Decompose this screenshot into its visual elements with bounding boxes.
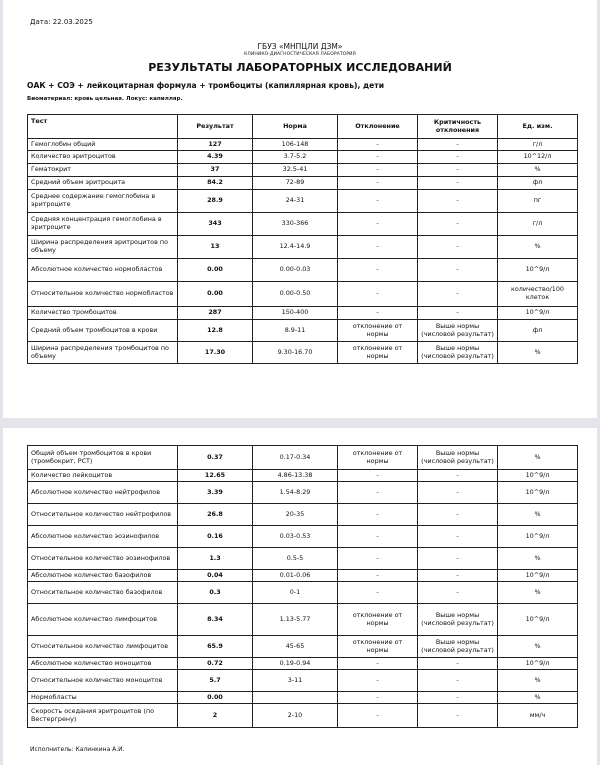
criticality-cell: Выше нормы (числовой результат) (418, 446, 498, 470)
table-row (28, 164, 578, 177)
norm-range-cell: 0.00-0.03 (253, 259, 338, 282)
criticality-cell: - (418, 526, 498, 548)
unit-cell: % (498, 446, 578, 470)
criticality-cell: - (418, 151, 498, 164)
unit-cell: 10^9/л (498, 604, 578, 636)
unit-cell: % (498, 236, 578, 259)
deviation-cell: - (338, 213, 418, 236)
column-header-deviation: Отклонение (338, 115, 418, 139)
criticality-cell: Выше нормы (числовой результат) (418, 604, 498, 636)
unit-cell: г/л (498, 139, 578, 151)
test-name-cell: Количество эритроцитов (28, 151, 178, 164)
unit-cell: % (498, 636, 578, 658)
table-row (28, 320, 578, 342)
table-row (28, 213, 578, 236)
table-row (28, 342, 578, 364)
unit-cell: г/л (498, 213, 578, 236)
results-body-page-2 (28, 446, 578, 728)
table-row (28, 504, 578, 526)
unit-cell: % (498, 548, 578, 570)
biomaterial-info: Биоматериал: кровь цельная. Локус: капилляр. (27, 96, 183, 102)
unit-cell: фл (498, 177, 578, 190)
test-name-cell: Количество лейкоцитов (28, 470, 178, 482)
norm-range-cell: 106-148 (253, 139, 338, 151)
table-row (28, 307, 578, 320)
result-value-cell: 1.3 (178, 548, 253, 570)
result-value-cell: 26.8 (178, 504, 253, 526)
table-row (28, 704, 578, 728)
unit-cell: 10^9/л (498, 570, 578, 582)
test-name-cell: Среднее содержание гемоглобина в эритроците (28, 190, 178, 213)
unit-cell: % (498, 582, 578, 604)
unit-cell: % (498, 342, 578, 364)
table-row (28, 139, 578, 151)
norm-range-cell: 3.7-5.2 (253, 151, 338, 164)
norm-range-cell: 8.9-11 (253, 320, 338, 342)
criticality-cell: Выше нормы (числовой результат) (418, 636, 498, 658)
criticality-cell: - (418, 582, 498, 604)
table-row (28, 636, 578, 658)
test-name-cell: Относительное количество базофилов (28, 582, 178, 604)
column-header-result: Результат (178, 115, 253, 139)
table-row (28, 670, 578, 692)
norm-range-cell: 45-65 (253, 636, 338, 658)
table-row (28, 470, 578, 482)
result-value-cell: 0.04 (178, 570, 253, 582)
criticality-cell: - (418, 282, 498, 307)
result-value-cell: 0.00 (178, 692, 253, 704)
criticality-cell: - (418, 670, 498, 692)
result-value-cell: 343 (178, 213, 253, 236)
deviation-cell: - (338, 548, 418, 570)
test-name-cell: Относительное количество моноцитов (28, 670, 178, 692)
result-value-cell: 0.37 (178, 446, 253, 470)
norm-range-cell: 1.13-5.77 (253, 604, 338, 636)
test-name-cell: Относительное количество лимфоцитов (28, 636, 178, 658)
column-header-test: Тест (28, 115, 178, 139)
deviation-cell: - (338, 470, 418, 482)
test-name-cell: Средняя концентрация гемоглобина в эритроците (28, 213, 178, 236)
result-value-cell: 5.7 (178, 670, 253, 692)
deviation-cell: - (338, 139, 418, 151)
result-value-cell: 0.00 (178, 259, 253, 282)
deviation-cell: - (338, 482, 418, 504)
test-name-cell: Абсолютное количество эозинофилов (28, 526, 178, 548)
norm-range-cell (253, 692, 338, 704)
unit-cell: количество/100 клеток (498, 282, 578, 307)
report-date: Дата: 22.03.2025 (30, 18, 93, 26)
table-row (28, 482, 578, 504)
criticality-cell: - (418, 307, 498, 320)
test-name-cell: Средний объем тромбоцитов в крови (28, 320, 178, 342)
criticality-cell: - (418, 190, 498, 213)
result-value-cell: 0.3 (178, 582, 253, 604)
unit-cell: % (498, 670, 578, 692)
result-value-cell: 0.00 (178, 282, 253, 307)
criticality-cell: - (418, 213, 498, 236)
criticality-cell: Выше нормы (числовой результат) (418, 342, 498, 364)
result-value-cell: 3.39 (178, 482, 253, 504)
norm-range-cell: 0.17-0.34 (253, 446, 338, 470)
norm-range-cell: 0-1 (253, 582, 338, 604)
report-title: РЕЗУЛЬТАТЫ ЛАБОРАТОРНЫХ ИССЛЕДОВАНИЙ (148, 61, 452, 74)
criticality-cell: - (418, 504, 498, 526)
deviation-cell: - (338, 570, 418, 582)
result-value-cell: 84.2 (178, 177, 253, 190)
table-row (28, 526, 578, 548)
norm-range-cell: 1.54-8.29 (253, 482, 338, 504)
table-row (28, 692, 578, 704)
unit-cell: 10^9/л (498, 470, 578, 482)
unit-cell: фл (498, 320, 578, 342)
criticality-cell: - (418, 177, 498, 190)
table-row (28, 190, 578, 213)
test-name-cell: Абсолютное количество моноцитов (28, 658, 178, 670)
deviation-cell: - (338, 236, 418, 259)
criticality-cell: - (418, 658, 498, 670)
test-name-cell: Количество тромбоцитов (28, 307, 178, 320)
unit-cell: 10^12/л (498, 151, 578, 164)
result-value-cell: 12.8 (178, 320, 253, 342)
test-name-cell: Общий объем тромбоцитов в крови (тромбокрит, PCT) (28, 446, 178, 470)
criticality-cell: - (418, 470, 498, 482)
deviation-cell: - (338, 282, 418, 307)
result-value-cell: 65.9 (178, 636, 253, 658)
result-value-cell: 2 (178, 704, 253, 728)
deviation-cell: отклонение от нормы (338, 604, 418, 636)
table-row (28, 604, 578, 636)
table-row (28, 236, 578, 259)
table-row (28, 446, 578, 470)
unit-cell: пг (498, 190, 578, 213)
test-name-cell: Абсолютное количество лимфоцитов (28, 604, 178, 636)
deviation-cell: - (338, 504, 418, 526)
deviation-cell: - (338, 177, 418, 190)
test-name-cell: Ширина распределения тромбоцитов по объему (28, 342, 178, 364)
test-name-cell: Абсолютное количество нейтрофилов (28, 482, 178, 504)
deviation-cell: - (338, 307, 418, 320)
result-value-cell: 4.39 (178, 151, 253, 164)
result-value-cell: 17.30 (178, 342, 253, 364)
report-page-1 (3, 0, 597, 418)
result-value-cell: 28.9 (178, 190, 253, 213)
deviation-cell: - (338, 704, 418, 728)
unit-cell: 10^9/л (498, 307, 578, 320)
results-table-page-1 (27, 114, 578, 364)
results-table-page-2 (27, 445, 578, 728)
norm-range-cell: 0.01-0.06 (253, 570, 338, 582)
norm-range-cell: 0.19-0.94 (253, 658, 338, 670)
unit-cell: % (498, 164, 578, 177)
deviation-cell: - (338, 190, 418, 213)
norm-range-cell: 330-366 (253, 213, 338, 236)
criticality-cell: - (418, 236, 498, 259)
column-header-norm: Норма (253, 115, 338, 139)
table-row (28, 282, 578, 307)
test-name-cell: Гематокрит (28, 164, 178, 177)
deviation-cell: отклонение от нормы (338, 446, 418, 470)
result-value-cell: 287 (178, 307, 253, 320)
deviation-cell: отклонение от нормы (338, 342, 418, 364)
test-name-cell: Скорость оседания эритроцитов (по Вестергрену) (28, 704, 178, 728)
unit-cell: 10^9/л (498, 259, 578, 282)
result-value-cell: 8.34 (178, 604, 253, 636)
unit-cell: 10^9/л (498, 482, 578, 504)
results-body-page-1 (28, 139, 578, 364)
deviation-cell: - (338, 582, 418, 604)
deviation-cell: - (338, 151, 418, 164)
table-row (28, 658, 578, 670)
criticality-cell: Выше нормы (числовой результат) (418, 320, 498, 342)
test-name-cell: Гемоглобин общий (28, 139, 178, 151)
test-name-cell: Абсолютное количество базофилов (28, 570, 178, 582)
executor-name: Исполнитель: Калинкина А.И. (30, 746, 125, 753)
result-value-cell: 13 (178, 236, 253, 259)
norm-range-cell: 32.5-41 (253, 164, 338, 177)
test-name-cell: Нормобласты (28, 692, 178, 704)
unit-cell: % (498, 504, 578, 526)
unit-cell: % (498, 692, 578, 704)
deviation-cell: - (338, 526, 418, 548)
result-value-cell: 0.16 (178, 526, 253, 548)
laboratory-name: КЛИНИКО-ДИАГНОСТИЧЕСКАЯ ЛАБОРАТОРИЯ (244, 52, 356, 57)
test-name-cell: Относительное количество нейтрофилов (28, 504, 178, 526)
criticality-cell: - (418, 482, 498, 504)
test-name-cell: Ширина распределения эритроцитов по объему (28, 236, 178, 259)
result-value-cell: 0.72 (178, 658, 253, 670)
unit-cell: мм/ч (498, 704, 578, 728)
column-header-unit: Ед. изм. (498, 115, 578, 139)
table-row (28, 259, 578, 282)
norm-range-cell: 150-400 (253, 307, 338, 320)
norm-range-cell: 4.86-13.38 (253, 470, 338, 482)
result-value-cell: 37 (178, 164, 253, 177)
criticality-cell: - (418, 704, 498, 728)
unit-cell: 10^9/л (498, 658, 578, 670)
table-row (28, 177, 578, 190)
norm-range-cell: 24-31 (253, 190, 338, 213)
norm-range-cell: 0.03-0.53 (253, 526, 338, 548)
norm-range-cell: 12.4-14.9 (253, 236, 338, 259)
norm-range-cell: 0.00-0.50 (253, 282, 338, 307)
deviation-cell: - (338, 259, 418, 282)
norm-range-cell: 2-10 (253, 704, 338, 728)
deviation-cell: - (338, 164, 418, 177)
deviation-cell: - (338, 658, 418, 670)
table-header-row (28, 115, 578, 139)
deviation-cell: отклонение от нормы (338, 320, 418, 342)
test-name-cell: Абсолютное количество нормобластов (28, 259, 178, 282)
column-header-criticality: Критичность отклонения (418, 115, 498, 139)
report-page-2 (3, 428, 597, 765)
criticality-cell: - (418, 139, 498, 151)
test-name-cell: Относительное количество нормобластов (28, 282, 178, 307)
table-row (28, 151, 578, 164)
test-name-cell: Средний объем эритроцита (28, 177, 178, 190)
analysis-name: ОАК + СОЭ + лейкоцитарная формула + тромбоциты (капиллярная кровь), дети (27, 81, 385, 90)
result-value-cell: 127 (178, 139, 253, 151)
test-name-cell: Относительное количество эозинофилов (28, 548, 178, 570)
unit-cell: 10^9/л (498, 526, 578, 548)
norm-range-cell: 20-35 (253, 504, 338, 526)
norm-range-cell: 72-89 (253, 177, 338, 190)
norm-range-cell: 9.30-16.70 (253, 342, 338, 364)
criticality-cell: - (418, 164, 498, 177)
norm-range-cell: 0.5-5 (253, 548, 338, 570)
deviation-cell: - (338, 670, 418, 692)
criticality-cell: - (418, 548, 498, 570)
norm-range-cell: 3-11 (253, 670, 338, 692)
table-row (28, 582, 578, 604)
deviation-cell: отклонение от нормы (338, 636, 418, 658)
result-value-cell: 12.65 (178, 470, 253, 482)
criticality-cell: - (418, 692, 498, 704)
table-row (28, 548, 578, 570)
table-row (28, 570, 578, 582)
criticality-cell: - (418, 259, 498, 282)
organization-name: ГБУЗ «МНПЦЛИ ДЗМ» (257, 42, 343, 51)
deviation-cell: - (338, 692, 418, 704)
criticality-cell: - (418, 570, 498, 582)
